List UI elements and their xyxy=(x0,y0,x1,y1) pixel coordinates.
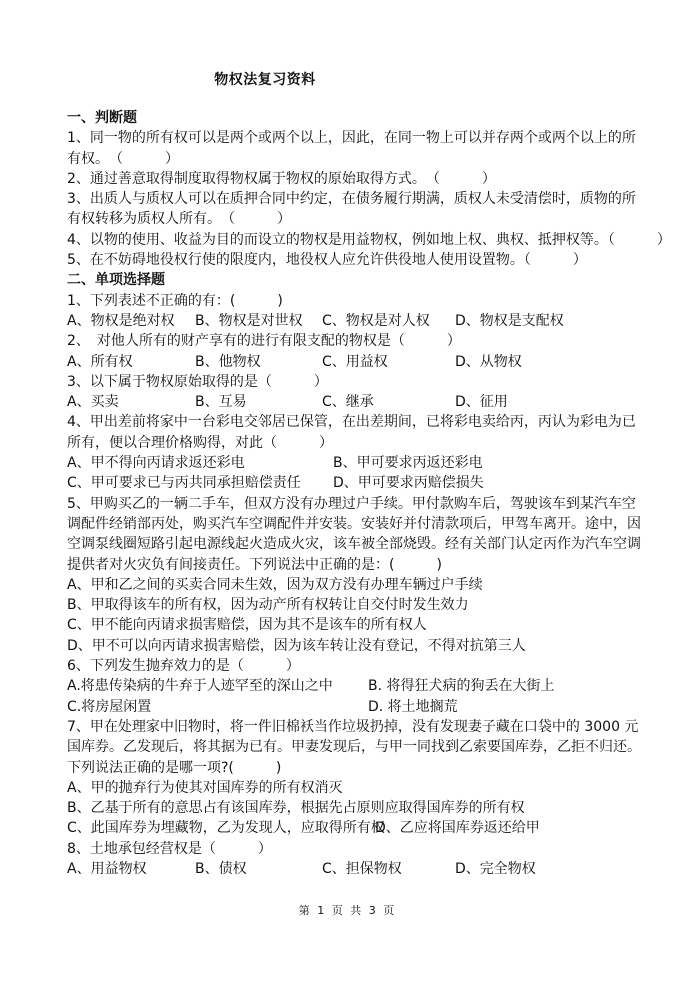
choice-q7-stem-line: 7、甲在处理家中旧物时，将一件旧棉袄当作垃圾扔掉，没有发现妻子藏在口袋中的 3000 元 xyxy=(67,718,639,735)
choice-q5-stem-line: 空调泵线圈短路引起电源线起火造成火灾，该车被全部烧毁。经有关部门认定丙作为汽车空调 xyxy=(67,536,641,553)
judgment-q3-line: 3、出质人与质权人可以在质押合同中约定，在债务履行期满，质权人未受清偿时，质物的所 xyxy=(67,191,636,208)
document-title: 物权法复习资料 xyxy=(214,72,316,88)
option-d: D、甲不可以向丙请求损害赔偿，因为该车转让没有登记，不得对抗第三人 xyxy=(67,637,526,654)
option-b: B、甲可要求丙返还彩电 xyxy=(333,455,483,472)
option-c: C、甲可要求已与丙共同承担赔偿责任 xyxy=(67,475,301,492)
option-a: A、买卖 xyxy=(67,394,119,411)
choice-q7-stem-line: 国库券。乙发现后，将其据为已有。甲妻发现后，与甲一同找到乙索要国库券，乙拒不归还。 xyxy=(67,739,641,756)
page-number-footer: 第 1 页 共 3 页 xyxy=(298,904,397,917)
option-b: B、他物权 xyxy=(195,353,261,370)
option-d: D、甲可要求丙赔偿损失 xyxy=(333,475,484,492)
choice-q3-stem: 3、以下属于物权原始取得的是（ ） xyxy=(67,373,328,390)
option-d: D. 将土地搁荒 xyxy=(368,698,458,715)
choice-q1-options xyxy=(67,311,637,331)
judgment-q4: 4、以物的使用、收益为目的而设立的物权是用益物权，例如地上权、典权、抵押权等。（ ） xyxy=(67,231,671,248)
option-a: A、甲不得向丙请求返还彩电 xyxy=(67,455,245,472)
judgment-q3-line: 有权转移为质权人所有。 （ ） xyxy=(67,211,291,228)
choice-q7-options-row xyxy=(67,818,637,838)
option-d: D、乙应将国库券返还给甲 xyxy=(375,820,540,837)
option-d: D、物权是支配权 xyxy=(455,312,564,329)
choice-q4-options-row xyxy=(67,473,637,493)
choice-q7-stem-line: 下列说法正确的是哪一项?( ) xyxy=(67,759,282,776)
option-a: A、甲和乙之间的买卖合同未生效，因为双方没有办理车辆过户手续 xyxy=(67,576,483,593)
section-heading-judgment: 一、判断题 xyxy=(67,110,137,126)
judgment-q1-line: 有权。 （ ） xyxy=(67,150,179,167)
choice-q4-stem-line: 所有，便以合理价格购得，对此（ ） xyxy=(67,434,333,451)
choice-q8-stem: 8、土地承包经营权是（ ） xyxy=(67,840,272,857)
option-a: A、所有权 xyxy=(67,353,133,370)
choice-q4-stem-line: 4、甲出差前将家中一台彩电交邻居已保管，在出差期间，已将彩电卖给丙，丙认为彩电为已 xyxy=(67,414,636,431)
choice-q6-options-row xyxy=(67,676,637,696)
option-c: C、甲不能向丙请求损害赔偿，因为其不是该车的所有权人 xyxy=(67,617,427,634)
option-b: B、债权 xyxy=(195,860,247,877)
option-c: C.将房屋闲置 xyxy=(67,698,152,715)
choice-q4-options-row xyxy=(67,453,637,473)
choice-q5-stem-line: 调配件经销部丙处，购买汽车空调配件并安装。安装好并付清款项后，甲驾车离开。途中，因 xyxy=(67,515,641,532)
option-b: B、互易 xyxy=(195,394,247,411)
option-b: B、物权是对世权 xyxy=(195,312,303,329)
option-a: A、甲的抛弃行为使其对国库券的所有权消灭 xyxy=(67,779,343,796)
option-c: C、用益权 xyxy=(322,353,388,370)
option-d: D、完全物权 xyxy=(455,860,536,877)
option-b: B、甲取得该车的所有权，因为动产所有权转让自交付时发生效力 xyxy=(67,597,469,614)
option-c: C、继承 xyxy=(322,394,374,411)
option-c: C、担保物权 xyxy=(322,860,402,877)
judgment-q5: 5、在不妨碍地役权行使的限度内，地役权人应允许供役地人使用设置物。（ ） xyxy=(67,252,587,269)
option-c: C、此国库券为埋藏物，乙为发现人，应取得所有权 xyxy=(67,820,385,837)
option-b: B、乙基于所有的意思占有该国库券，根据先占原则应取得国库券的所有权 xyxy=(67,800,525,817)
section-heading-choice: 二、单项选择题 xyxy=(67,272,165,289)
choice-q8-options xyxy=(67,859,637,879)
option-c: C、物权是对人权 xyxy=(322,312,430,329)
option-d: D、征用 xyxy=(455,394,508,411)
document-body xyxy=(67,108,671,879)
judgment-q2: 2、通过善意取得制度取得物权属于物权的原始取得方式。 （ ） xyxy=(67,170,496,187)
choice-q2-stem: 2、 对他人所有的财产享有的进行有限支配的物权是（ ） xyxy=(67,333,461,350)
choice-q5-stem-line: 5、甲购买乙的一辆二手车，但双方没有办理过户手续。甲付款购车后，驾驶该车到某汽车空 xyxy=(67,495,636,512)
option-a: A、物权是绝对权 xyxy=(67,312,175,329)
choice-q5-stem-line: 提供者对火灾负有间接责任。下列说法中正确的是：( ) xyxy=(67,556,442,573)
option-d: D、从物权 xyxy=(455,353,522,370)
choice-q6-stem: 6、下列发生抛弃效力的是（ ） xyxy=(67,658,300,675)
choice-q2-options xyxy=(67,352,637,372)
choice-q3-options xyxy=(67,392,637,412)
option-a: A、用益物权 xyxy=(67,860,147,877)
judgment-q1-line: 1、同一物的所有权可以是两个或两个以上，因此，在同一物上可以并存两个或两个以上的所 xyxy=(67,130,636,147)
option-b: B. 将得狂犬病的狗丢在大街上 xyxy=(368,678,555,695)
choice-q1-stem: 1、下列表述不正确的有：( ) xyxy=(67,292,283,309)
choice-q6-options-row xyxy=(67,697,637,717)
option-a: A.将患传染病的牛弃于人迹罕至的深山之中 xyxy=(67,678,333,695)
